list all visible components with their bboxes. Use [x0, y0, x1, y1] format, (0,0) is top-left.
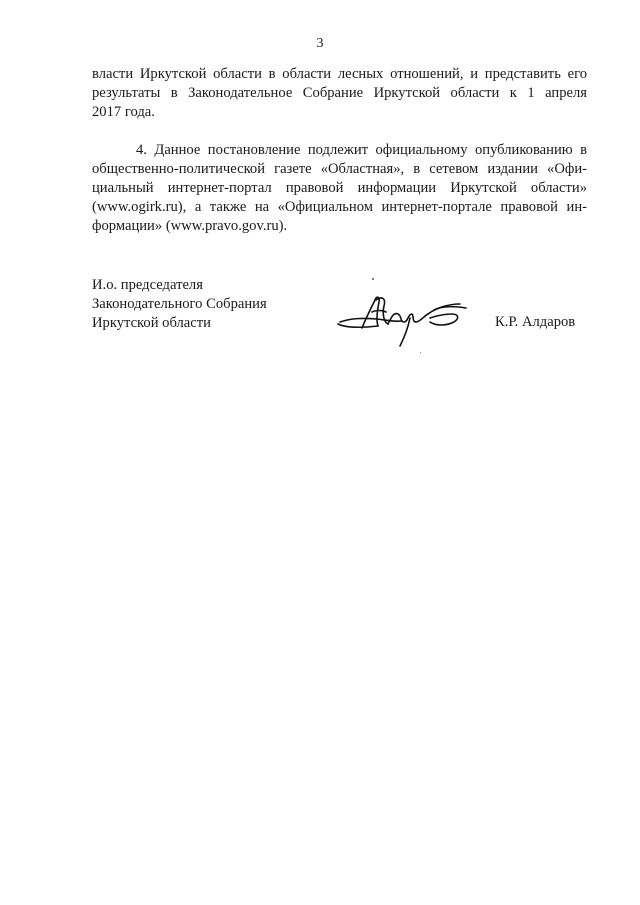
paragraph-4-line-5: формации» (www.pravo.gov.ru).	[92, 218, 288, 234]
paragraph-3-line-2: результаты в Законодательное Собрание Иркутской области к 1 апреля	[92, 85, 587, 101]
paragraph-4-line-2: общественно-политической газете «Областная», в сетевом издании «Офи-	[92, 161, 587, 177]
signer-position-line-2: Законодательного Собрания	[92, 296, 267, 312]
handwritten-signature	[332, 288, 472, 348]
scan-speck	[420, 352, 421, 353]
paragraph-4-line-4: (www.ogirk.ru), а также на «Официальном интернет-портале правовой ин-	[92, 199, 587, 215]
paragraph-3-line-1: власти Иркутской области в области лесных отношений, и представить его	[92, 66, 587, 82]
signer-name: К.Р. Алдаров	[495, 314, 576, 330]
signer-position-line-3: Иркутской области	[92, 315, 211, 331]
scan-speck	[372, 278, 374, 280]
paragraph-4-line-1: 4. Данное постановление подлежит официальному опубликованию в	[136, 142, 587, 158]
signer-position-line-1: И.о. председателя	[92, 277, 203, 293]
paragraph-3-line-3: 2017 года.	[92, 104, 155, 120]
paragraph-4-line-3: циальный интернет-портал правовой информации Иркутской области»	[92, 180, 587, 196]
page-number: 3	[316, 36, 324, 51]
